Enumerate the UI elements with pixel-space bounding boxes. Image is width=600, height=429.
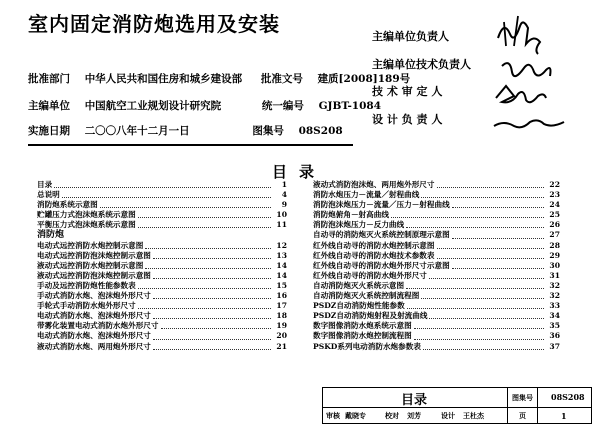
toc-row[interactable] bbox=[313, 261, 560, 271]
toc-row-leader bbox=[437, 248, 545, 249]
toc-row-text: 消防泡沫炮压力－反力曲线 bbox=[313, 220, 405, 230]
toc-row-page: 37 bbox=[549, 341, 560, 351]
toc-row[interactable] bbox=[313, 331, 560, 341]
toc-row-text: 液动式消防水炮、两用炮外形尺寸 bbox=[37, 341, 151, 351]
toc-row-leader bbox=[421, 298, 544, 299]
toc-row[interactable] bbox=[313, 301, 560, 311]
toc-row[interactable] bbox=[313, 220, 560, 230]
toc-row-page: 28 bbox=[549, 240, 560, 250]
tech-chief-label: 主编单位技术负责人 bbox=[372, 58, 471, 71]
toc-row-text: 消防炮系统示意图 bbox=[37, 200, 98, 210]
toc-row-page: 27 bbox=[549, 230, 560, 240]
unified-no-label: 统一编号 bbox=[261, 100, 304, 112]
impl-date: 二〇〇八年十二月一日 bbox=[84, 125, 190, 137]
toc-row[interactable] bbox=[37, 220, 287, 230]
toc-row-page: 19 bbox=[276, 321, 287, 331]
toc-row[interactable] bbox=[37, 321, 287, 331]
approve-doc: 建质[2008]189号 bbox=[317, 73, 411, 85]
approval-line bbox=[28, 71, 410, 86]
toc-row[interactable] bbox=[313, 321, 560, 331]
toc-row[interactable] bbox=[37, 311, 287, 321]
toc-row-text: 自动消防炮灭火系统控制流程图 bbox=[313, 291, 420, 301]
toc-row-page: 23 bbox=[549, 190, 560, 200]
toc-row-page: 22 bbox=[549, 180, 560, 189]
title-block-divider bbox=[323, 407, 591, 408]
toc-title: 目录 bbox=[272, 163, 327, 181]
toc-row-text: 电动式消防水炮、泡沫炮外形尺寸 bbox=[37, 331, 151, 341]
toc-row-page: 24 bbox=[549, 200, 560, 210]
toc-row[interactable] bbox=[37, 271, 287, 281]
design-lead-label: 设 计 负 责 人 bbox=[372, 113, 443, 126]
toc-row-leader bbox=[407, 308, 544, 309]
toc-row-leader bbox=[138, 308, 271, 309]
toc-row-leader bbox=[138, 217, 271, 218]
toc-row-page: 26 bbox=[549, 220, 560, 230]
chief-editor-label: 主编单位负责人 bbox=[372, 30, 449, 43]
toc-row-page: 14 bbox=[276, 260, 287, 270]
toc-row-text: 自动消防炮灭火系统示意图 bbox=[313, 280, 405, 290]
impl-date-label: 实施日期 bbox=[28, 125, 70, 137]
review-label: 审核 bbox=[326, 411, 340, 420]
toc-row-leader bbox=[153, 258, 271, 259]
atlas-no-label: 图集号 bbox=[252, 125, 284, 137]
toc-row-leader bbox=[138, 227, 271, 228]
toc-row[interactable] bbox=[313, 241, 560, 251]
unified-no: GJBT-1084 bbox=[318, 100, 382, 112]
toc-row-page: 11 bbox=[276, 220, 287, 230]
toc-row-leader bbox=[452, 238, 544, 239]
toc-row-text: 消防炮俯角－射高曲线 bbox=[313, 210, 389, 220]
toc-row-text: 数字图像消防水炮系统示意图 bbox=[313, 321, 412, 331]
toc-row-text: 红外线自动寻的消防水炮技术参数表 bbox=[313, 250, 435, 260]
toc-row-text: 总说明 bbox=[37, 190, 60, 200]
toc-row-leader bbox=[100, 207, 271, 208]
toc-row-text: 红外线自动寻的消防水炮外形尺寸 bbox=[313, 270, 427, 280]
document-title: 室内固定消防炮选用及安装 bbox=[28, 12, 280, 36]
check-label: 校对 bbox=[385, 411, 399, 420]
design-label: 设计 bbox=[441, 411, 455, 420]
toc-row-text: PSDZ自动消防炮射程及射流曲线 bbox=[313, 311, 428, 321]
page-label: 页 bbox=[519, 411, 526, 420]
title-block-name: 目录 bbox=[401, 393, 428, 408]
signatures-image bbox=[490, 8, 590, 134]
toc-row-text: 手动及远控消防炮性能参数表 bbox=[37, 280, 136, 290]
toc-row-text: 数字图像消防水炮控制流程图 bbox=[313, 331, 412, 341]
atlas-no: 08S208 bbox=[298, 125, 343, 137]
toc-row-page: 25 bbox=[549, 210, 560, 220]
toc-row-text: 电动式远控消防水炮控制示意图 bbox=[37, 240, 144, 250]
toc-row[interactable] bbox=[313, 342, 560, 352]
toc-row-leader bbox=[62, 197, 271, 198]
toc-row-leader bbox=[391, 217, 544, 218]
toc-section-heading bbox=[37, 230, 287, 240]
toc-row[interactable] bbox=[37, 291, 287, 301]
toc-row-page: 4 bbox=[281, 190, 287, 200]
toc-row-page: 18 bbox=[276, 311, 287, 321]
toc-row-text: 消防泡沫炮压力－流量／压力－射程曲线 bbox=[313, 200, 450, 210]
toc-row-page: 20 bbox=[276, 331, 287, 341]
toc-row[interactable] bbox=[37, 331, 287, 341]
toc-row-text: 贮罐压力式泡沫炮系统示意图 bbox=[37, 210, 136, 220]
atlas-label: 图集号 bbox=[512, 393, 533, 402]
toc-row[interactable] bbox=[313, 190, 560, 200]
toc-row-leader bbox=[153, 318, 271, 319]
toc-row-leader bbox=[161, 328, 272, 329]
title-block bbox=[322, 387, 592, 424]
toc-row-page: 14 bbox=[276, 270, 287, 280]
toc-row-text: 电动式远控消防泡沫炮控制示意图 bbox=[37, 250, 151, 260]
toc-row[interactable] bbox=[37, 281, 287, 291]
toc-row-text: 手动式消防水炮、泡沫炮外形尺寸 bbox=[37, 291, 151, 301]
toc-row-text: 红外线自动寻的消防水炮控制示意图 bbox=[313, 240, 435, 250]
toc-row[interactable] bbox=[37, 180, 287, 190]
toc-row-text: 带雾化装置电动式消防水炮外形尺寸 bbox=[37, 321, 159, 331]
check-name: 刘芳 bbox=[407, 411, 421, 420]
toc-row[interactable] bbox=[313, 251, 560, 261]
title-block-divider bbox=[537, 388, 538, 423]
toc-row[interactable] bbox=[313, 271, 560, 281]
toc-row-leader bbox=[452, 207, 544, 208]
toc-row[interactable] bbox=[37, 241, 287, 251]
toc-row[interactable] bbox=[313, 200, 560, 210]
toc-row-leader bbox=[452, 268, 544, 269]
toc-row[interactable] bbox=[313, 281, 560, 291]
toc-row-page: 12 bbox=[276, 240, 287, 250]
toc-row[interactable] bbox=[313, 210, 560, 220]
toc-row-leader bbox=[429, 278, 544, 279]
approve-dept-label: 批准部门 bbox=[28, 73, 70, 85]
toc-row-page: 35 bbox=[549, 321, 560, 331]
review-name: 戴晓专 bbox=[345, 411, 366, 420]
toc-row-page: 16 bbox=[276, 291, 287, 301]
toc-row[interactable] bbox=[313, 180, 560, 190]
toc-section-text: 消防炮 bbox=[37, 230, 65, 241]
toc-row-text: 电动式消防水炮、泡沫炮外形尺寸 bbox=[37, 311, 151, 321]
header-rule bbox=[28, 144, 353, 146]
toc-left-column bbox=[37, 180, 287, 352]
editor-unit-label: 主编单位 bbox=[28, 100, 70, 112]
approve-dept: 中华人民共和国住房和城乡建设部 bbox=[84, 73, 243, 85]
toc-row-leader bbox=[406, 227, 544, 228]
toc-row-page: 13 bbox=[276, 250, 287, 260]
approve-doc-label: 批准文号 bbox=[260, 73, 303, 85]
toc-row-text: PSKD系列电动消防水炮参数表 bbox=[313, 341, 421, 351]
toc-row-text: 自动寻的消防炮灭火系统控制原理示意图 bbox=[313, 230, 450, 240]
toc-row-leader bbox=[406, 288, 544, 289]
toc-row-page: 32 bbox=[549, 280, 560, 290]
toc-row-text: 液动式远控消防泡沫炮控制示意图 bbox=[37, 270, 151, 280]
toc-row-page: 36 bbox=[549, 331, 560, 341]
toc-row-text: 平衡压力式泡沫炮系统示意图 bbox=[37, 220, 136, 230]
toc-row[interactable] bbox=[313, 230, 560, 240]
toc-row-page: 1 bbox=[281, 180, 287, 189]
impl-line bbox=[28, 123, 343, 138]
toc-row-text: 液动式远控消防水炮控制示意图 bbox=[37, 260, 144, 270]
toc-row-page: 17 bbox=[276, 301, 287, 311]
toc-row[interactable] bbox=[37, 210, 287, 220]
toc-right-column bbox=[313, 180, 560, 352]
toc-row-text: 手轮式手动消防水炮外形尺寸 bbox=[37, 301, 136, 311]
toc-row-leader bbox=[437, 258, 545, 259]
toc-row-page: 31 bbox=[549, 270, 560, 280]
title-block-divider bbox=[507, 388, 508, 423]
toc-row[interactable] bbox=[37, 200, 287, 210]
toc-row[interactable] bbox=[37, 261, 287, 271]
design-name: 王杜杰 bbox=[463, 411, 484, 420]
toc-row-text: 液动式消防泡沫炮、两用炮外形尺寸 bbox=[313, 180, 435, 189]
toc-row-page: 34 bbox=[549, 311, 560, 321]
toc-row[interactable] bbox=[37, 190, 287, 200]
toc-row-leader bbox=[153, 339, 271, 340]
toc-row-leader bbox=[421, 197, 544, 198]
toc-row[interactable] bbox=[313, 291, 560, 301]
toc-row-leader bbox=[437, 187, 545, 188]
toc-row-text: 消防水炮压力－流量／射程曲线 bbox=[313, 190, 420, 200]
toc-row[interactable] bbox=[37, 301, 287, 311]
editor-unit: 中国航空工业规划设计研究院 bbox=[84, 100, 222, 112]
toc-row-leader bbox=[423, 349, 544, 350]
editor-line bbox=[28, 98, 381, 113]
toc-row[interactable] bbox=[313, 311, 560, 321]
toc-row-page: 10 bbox=[276, 210, 287, 220]
atlas-number: 08S208 bbox=[551, 392, 585, 402]
toc-row-page: 30 bbox=[549, 260, 560, 270]
toc-row-leader bbox=[414, 339, 544, 340]
page-number: 1 bbox=[561, 411, 567, 421]
toc-row-leader bbox=[153, 349, 271, 350]
toc-row-text: 目录 bbox=[37, 180, 53, 189]
toc-row-leader bbox=[153, 278, 271, 279]
toc-row-text: PSDZ自动消防炮性能参数 bbox=[313, 301, 405, 311]
toc-row-page: 9 bbox=[281, 200, 287, 210]
toc-row-text: 红外线自动寻的消防水炮外形尺寸示意图 bbox=[313, 260, 450, 270]
toc-row-page: 29 bbox=[549, 250, 560, 260]
toc-row-page: 32 bbox=[549, 291, 560, 301]
toc-row-page: 33 bbox=[549, 301, 560, 311]
toc-row-leader bbox=[429, 318, 544, 319]
toc-row-leader bbox=[138, 288, 271, 289]
toc-row[interactable] bbox=[37, 251, 287, 261]
toc-row-leader bbox=[145, 248, 271, 249]
tech-reviewer-label: 技 术 审 定 人 bbox=[372, 85, 443, 98]
toc-row-leader bbox=[145, 268, 271, 269]
toc-row-leader bbox=[414, 328, 544, 329]
toc-row[interactable] bbox=[37, 342, 287, 352]
toc-row-page: 15 bbox=[276, 280, 287, 290]
toc-row-leader bbox=[153, 298, 271, 299]
toc-row-leader bbox=[54, 187, 271, 188]
toc-row-page: 21 bbox=[276, 341, 287, 351]
